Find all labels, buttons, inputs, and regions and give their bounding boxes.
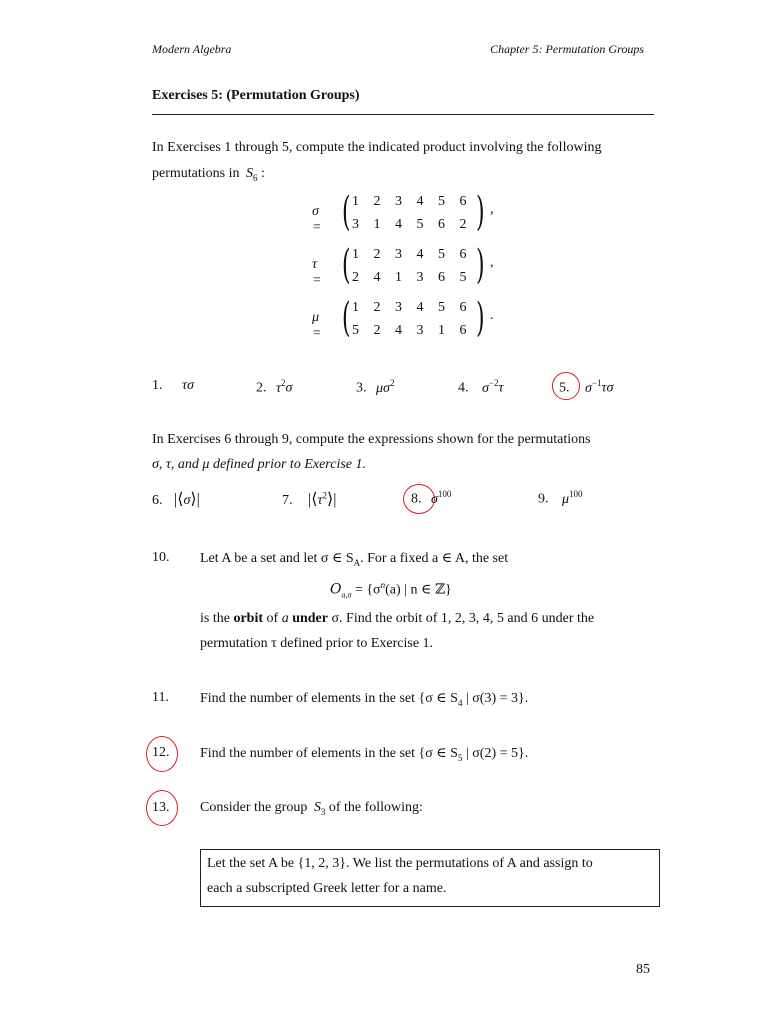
page-number: 85	[636, 962, 650, 977]
mu-top-row: 1 2 3 4 5 6	[352, 300, 467, 315]
exercise-10-line-4: permutation τ defined prior to Exercise 1.	[200, 636, 434, 651]
page-title: Exercises 5: (Permutation Groups)	[152, 88, 360, 103]
intro2-line-1: In Exercises 6 through 9, compute the expressions shown for the permutations	[152, 432, 591, 447]
orbit-formula: $O_{a,\sigma} = \{\sigma^n(a)$ | n ∈ ℤ}	[330, 580, 452, 600]
sigma-bottom-row: 3 1 4 5 6 2	[352, 217, 467, 232]
sigma-top-row: 1 2 3 4 5 6	[352, 194, 467, 209]
tau-top-row: 1 2 3 4 5 6	[352, 247, 467, 262]
mu-bottom-row: 5 2 4 3 1 6	[352, 323, 467, 338]
intro-line-2: permutations in $S_6$ :	[152, 166, 265, 183]
exercise-11-number: 11.	[152, 690, 169, 705]
exercise-10-line-3: is the orbit of a under σ. Find the orbit of 1, 2, 3, 4, 5 and 6 under the	[200, 611, 595, 626]
exercise-7: 7. $|⟨\tau^2⟩|$	[282, 490, 337, 508]
exercise-3: 3. $\mu\sigma^2$	[356, 378, 395, 396]
exercise-4: 4. $\sigma^{-2}\tau$	[458, 378, 504, 396]
exercise-1: 1. τσ	[152, 378, 194, 393]
definition-box	[200, 849, 660, 907]
tau-bottom-row: 2 4 1 3 6 5	[352, 270, 467, 285]
exercise-13-number: 13.	[152, 800, 170, 815]
exercise-8: 8. $\sigma^{100}$	[411, 489, 452, 507]
exercise-11-text: Find the number of elements in the set {σ ∈ $S_4$ | σ(3) = 3}.	[200, 691, 529, 708]
exercise-13-text: Consider the group $S_3$ of the following:	[200, 800, 423, 817]
title-rule	[152, 114, 654, 115]
header-left: Modern Algebra	[152, 42, 232, 56]
exercise-12-number: 12.	[152, 745, 170, 760]
intro-line-1: In Exercises 1 through 5, compute the indicated product involving the following	[152, 140, 602, 155]
box-line-2: each a subscripted Greek letter for a name.	[207, 881, 447, 896]
box-line-1: Let the set A be {1, 2, 3}. We list the permutations of A and assign to	[207, 856, 593, 871]
exercise-6: 6. |⟨σ⟩|	[152, 491, 200, 508]
exercise-2: 2. $\tau^2\sigma$	[256, 378, 293, 396]
intro2-line-2: σ, τ, and μ defined prior to Exercise 1.	[152, 457, 366, 472]
exercise-10-number: 10.	[152, 550, 170, 565]
exercise-12-text: Find the number of elements in the set {σ ∈ $S_5$ | σ(2) = 5}.	[200, 746, 529, 763]
header-right: Chapter 5: Permutation Groups	[490, 42, 644, 56]
exercise-9: 9. $\mu^{100}$	[538, 489, 583, 507]
exercise-5: 5. $\sigma^{-1}\tau\sigma$	[559, 378, 614, 396]
exercise-10-line-1: Let A be a set and let σ ∈ $S_A$. For a fixed a ∈ A, the set	[200, 551, 509, 568]
